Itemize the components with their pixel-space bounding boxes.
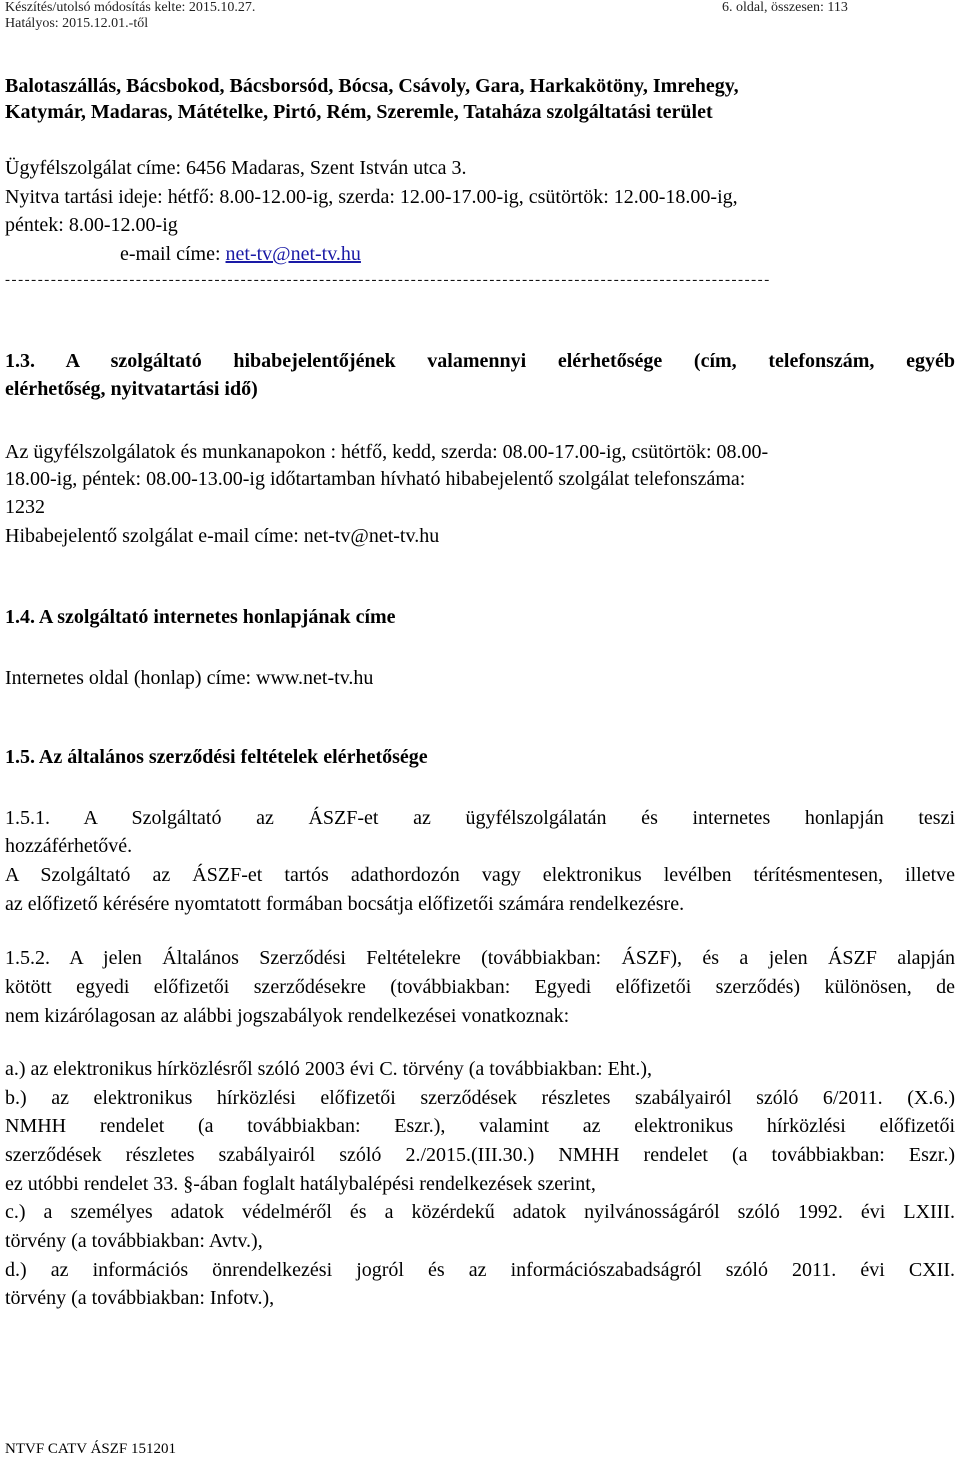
header-page-number: 6. oldal, összesen: 113	[722, 0, 848, 15]
office-email	[120, 242, 361, 266]
section-1-3-heading-line-1: 1.3. A szolgáltató hibabejelentőjének valamennyi elérhetősége (cím, telefonszám, egyéb	[5, 350, 955, 372]
section-1-5-1-line-1: 1.5.1. A Szolgáltató az ÁSZF-et az ügyfélszolgálatán és internetes honlapján teszi	[5, 807, 955, 829]
section-1-5-1-line-3: A Szolgáltató az ÁSZF-et tartós adathordozón vagy elektronikus levélben térítésmentesen, illetve	[5, 864, 955, 886]
section-1-5-2-line-2: kötött egyedi előfizetői szerződésekre (továbbiakban: Egyedi előfizetői szerződés) különösen, de	[5, 976, 955, 998]
section-1-5-2-line-3: nem kizárólagosan az alábbi jogszabályok rendelkezései vonatkoznak:	[5, 1005, 570, 1027]
office-email-link[interactable]: net-tv@net-tv.hu	[225, 243, 361, 265]
section-1-5-1-line-2: hozzáférhetővé.	[5, 835, 133, 857]
section-1-3-email: Hibabejelentő szolgálat e-mail címe: net-tv@net-tv.hu	[5, 525, 440, 547]
footer-document-id: NTVF CATV ÁSZF 151201	[5, 1441, 176, 1457]
section-1-3-text-line-2: 18.00-ig, péntek: 08.00-13.00-ig időtartamban hívható hibabejelentő szolgálat telefonszáma:	[5, 468, 746, 490]
section-1-5-1-line-4: az előfizető kérésére nyomtatott formában bocsátja előfizetői számára rendelkezésre.	[5, 893, 685, 915]
office-hours-line-1: Nyitva tartási ideje: hétfő: 8.00-12.00-ig, szerda: 12.00-17.00-ig, csütörtök: 12.00-18.00-ig,	[5, 186, 738, 208]
law-item-d-line-1: d.) az információs önrendelkezési jogról és az információszabadságról szóló 2011. évi CXII.	[5, 1259, 955, 1281]
law-item-b-line-2: NMHH rendelet (a továbbiakban: Eszr.), valamint az elektronikus hírközlési előfizetői	[5, 1115, 955, 1137]
service-area-line-2: Katymár, Madaras, Mátételke, Pirtó, Rém, Szeremle, Tataháza szolgáltatási terület	[5, 101, 713, 123]
office-hours-line-2: péntek: 8.00-12.00-ig	[5, 214, 178, 236]
section-1-3-text-line-1: Az ügyfélszolgálatok és munkanapokon : hétfő, kedd, szerda: 08.00-17.00-ig, csütörtök: 08.00-	[5, 441, 769, 463]
service-area-line-1: Balotaszállás, Bácsbokod, Bácsborsód, Bócsa, Csávoly, Gara, Harkakötöny, Imrehegy,	[5, 75, 739, 97]
section-1-4-heading: 1.4. A szolgáltató internetes honlapjának címe	[5, 606, 396, 628]
section-1-3-heading-line-2: elérhetőség, nyitvatartási idő)	[5, 378, 258, 400]
law-item-c-line-1: c.) a személyes adatok védelméről és a közérdekű adatok nyilvánosságáról szóló 1992. évi LXIII.	[5, 1201, 955, 1223]
section-1-5-2-line-1: 1.5.2. A jelen Általános Szerződési Feltételekre (továbbiakban: ÁSZF), és a jelen ÁSZF alapján	[5, 947, 955, 969]
law-item-b-line-4: ez utóbbi rendelet 33. §-ában foglalt hatálybalépési rendelkezések szerint,	[5, 1173, 596, 1195]
separator-line: ---------------------------------------------------------------------------------------------------------------------	[5, 272, 771, 288]
section-1-3-phone-number: 1232	[5, 496, 45, 518]
law-item-a: a.) az elektronikus hírközlésről szóló 2003 évi C. törvény (a továbbiakban: Eht.),	[5, 1058, 653, 1080]
section-1-5-heading: 1.5. Az általános szerződési feltételek elérhetősége	[5, 746, 428, 768]
law-item-c-line-2: törvény (a továbbiakban: Avtv.),	[5, 1230, 263, 1252]
law-item-d-line-2: törvény (a továbbiakban: Infotv.),	[5, 1287, 275, 1309]
office-address: Ügyfélszolgálat címe: 6456 Madaras, Szent István utca 3.	[5, 157, 467, 179]
section-1-4-website: Internetes oldal (honlap) címe: www.net-tv.hu	[5, 667, 374, 689]
law-item-b-line-3: szerződések részletes szabályairól szóló 2./2015.(III.30.) NMHH rendelet (a továbbiakban: Eszr.)	[5, 1144, 955, 1166]
law-item-b-line-1: b.) az elektronikus hírközlési előfizetői szerződések részletes szabályairól szóló 6/2011. (X.6.)	[5, 1087, 955, 1109]
office-email-label: e-mail címe:	[120, 243, 226, 265]
header-effective-date: Hatályos: 2015.12.01.-től	[5, 16, 149, 31]
header-modified-date: Készítés/utolsó módosítás kelte: 2015.10.27.	[5, 0, 256, 15]
